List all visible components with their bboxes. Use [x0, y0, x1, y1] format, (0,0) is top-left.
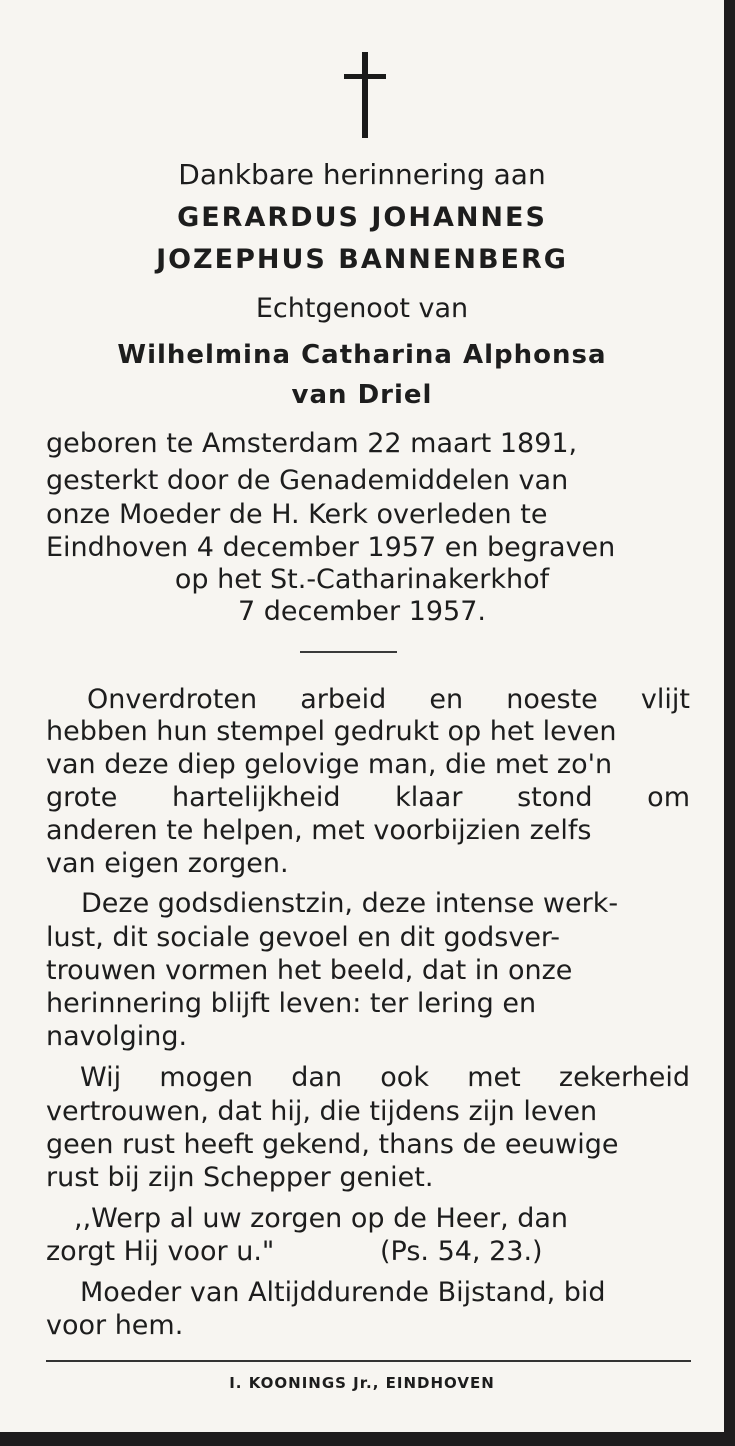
deceased-name-line-2: JOZEPHUS BANNENBERG: [156, 244, 568, 275]
prayer-line: Moeder van Altijddurende Bijstand, bid: [80, 1277, 606, 1308]
paragraph-line: Wij mogen dan ook met zekerheid: [80, 1062, 690, 1093]
paragraph-line: Onverdroten arbeid en noeste vlijt: [87, 684, 690, 715]
bio-line: op het St.-Catharinakerkhof: [174, 564, 550, 595]
paragraph-line: grote hartelijkheid klaar stond om: [46, 782, 690, 813]
bio-line: 7 december 1957.: [238, 596, 486, 627]
quote-line: zorgt Hij voor u.": [46, 1236, 275, 1267]
paragraph-line: geen rust heeft gekend, thans de eeuwige: [46, 1129, 619, 1160]
spouse-label: Echtgenoot van: [255, 293, 469, 324]
printer-credit: I. KOONINGS Jr., EINDHOVEN: [229, 1374, 495, 1392]
quote-line: ,,Werp al uw zorgen op de Heer, dan: [74, 1203, 569, 1234]
spouse-name-line-1: Wilhelmina Catharina Alphonsa: [117, 340, 607, 370]
paragraph-line: navolging.: [46, 1021, 188, 1052]
paragraph-line: rust bij zijn Schepper geniet.: [46, 1162, 434, 1193]
section-divider: [300, 651, 397, 653]
paragraph-line: trouwen vormen het beeld, dat in onze: [46, 955, 573, 986]
bio-line: Eindhoven 4 december 1957 en begraven: [46, 532, 616, 563]
cross-icon: [342, 52, 388, 140]
deceased-name-line-1: GERARDUS JOHANNES: [177, 202, 547, 233]
paragraph-line: van eigen zorgen.: [46, 848, 289, 879]
paragraph-line: lust, dit sociale gevoel en dit godsver-: [46, 922, 561, 953]
quote-reference: (Ps. 54, 23.): [380, 1236, 543, 1267]
paragraph-line: hebben hun stempel gedrukt op het leven: [46, 716, 617, 747]
paragraph-line: herinnering blijft leven: ter lering en: [46, 988, 537, 1019]
bio-line: gesterkt door de Genademiddelen van: [46, 465, 569, 496]
paragraph-line: anderen te helpen, met voorbijzien zelfs: [46, 815, 592, 846]
dedication-heading: Dankbare herinnering aan: [178, 158, 546, 191]
spouse-name-line-2: van Driel: [291, 380, 433, 410]
paragraph-line: vertrouwen, dat hij, die tijdens zijn leven: [46, 1096, 598, 1127]
prayer-line: voor hem.: [46, 1310, 184, 1341]
footer-rule: [46, 1360, 691, 1362]
paragraph-line: van deze diep gelovige man, die met zo'n: [46, 749, 613, 780]
paragraph-line: Deze godsdienstzin, deze intense werk-: [81, 888, 619, 919]
bio-line: onze Moeder de H. Kerk overleden te: [46, 499, 548, 530]
bio-line: geboren te Amsterdam 22 maart 1891,: [46, 428, 578, 459]
